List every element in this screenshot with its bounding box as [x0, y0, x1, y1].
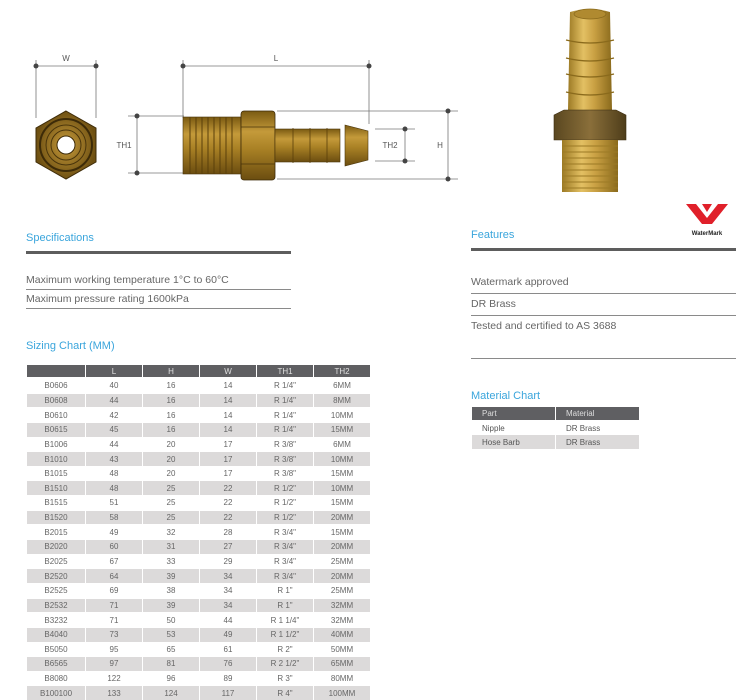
- table-cell: 67: [86, 555, 142, 570]
- table-cell: 48: [86, 467, 142, 482]
- table-cell: R 1/2": [257, 511, 313, 526]
- table-cell: 16: [143, 394, 199, 409]
- table-cell: 20: [143, 467, 199, 482]
- table-row: [27, 496, 370, 511]
- table-cell: 44: [200, 613, 256, 628]
- table-cell: 14: [200, 379, 256, 394]
- table-cell: 97: [86, 657, 142, 672]
- table-cell: 6MM: [314, 438, 370, 453]
- table-cell: 71: [86, 599, 142, 614]
- material-chart-table: [471, 407, 640, 449]
- table-cell: 16: [143, 423, 199, 438]
- part-number-cell: B1006: [27, 438, 85, 453]
- part-number-cell: B0608: [27, 394, 85, 409]
- table-cell: 14: [200, 394, 256, 409]
- table-row: [472, 435, 639, 449]
- specifications-title: Specifications: [26, 232, 94, 244]
- table-cell: 122: [86, 672, 142, 687]
- table-cell: R 3/4": [257, 569, 313, 584]
- table-cell: 60: [86, 540, 142, 555]
- table-cell: 22: [200, 496, 256, 511]
- table-cell: 25: [143, 496, 199, 511]
- table-row: [27, 511, 370, 526]
- feature-item: Tested and certified to AS 3688: [471, 316, 736, 359]
- table-cell: R 3/4": [257, 525, 313, 540]
- part-number-cell: B0606: [27, 379, 85, 394]
- table-cell: R 1 1/2": [257, 628, 313, 643]
- table-row: [27, 657, 370, 672]
- table-cell: 15MM: [314, 423, 370, 438]
- table-cell: DR Brass: [566, 423, 601, 433]
- part-number-cell: B8080: [27, 672, 85, 687]
- table-cell: 29: [200, 555, 256, 570]
- table-cell: 25MM: [314, 555, 370, 570]
- part-number-cell: B2520: [27, 569, 85, 584]
- table-cell: 14: [200, 408, 256, 423]
- table-row: [27, 555, 370, 570]
- table-cell: 33: [143, 555, 199, 570]
- part-number-cell: B1010: [27, 452, 85, 467]
- table-cell: R 3/8": [257, 467, 313, 482]
- table-cell: 81: [143, 657, 199, 672]
- table-row: [27, 379, 370, 394]
- table-cell: Hose Barb: [472, 435, 555, 449]
- table-cell: 20MM: [314, 540, 370, 555]
- column-header: W: [200, 365, 256, 379]
- table-cell: R 3/4": [257, 540, 313, 555]
- table-row: [472, 421, 639, 435]
- table-row: [27, 408, 370, 423]
- table-cell: 53: [143, 628, 199, 643]
- table-cell: 15MM: [314, 467, 370, 482]
- table-cell: 100MM: [314, 686, 370, 700]
- feature-item: Watermark approved: [471, 272, 736, 294]
- table-cell: 22: [200, 481, 256, 496]
- hex-end-view-icon: [36, 111, 96, 179]
- column-header: TH1: [257, 365, 313, 379]
- table-cell: R 1/4": [257, 394, 313, 409]
- table-cell: 25: [143, 511, 199, 526]
- column-header: Part: [472, 407, 555, 421]
- table-cell: 25: [143, 481, 199, 496]
- table-cell: 32MM: [314, 599, 370, 614]
- table-row: [27, 540, 370, 555]
- divider: [471, 248, 736, 251]
- table-row: [27, 525, 370, 540]
- table-row: [27, 628, 370, 643]
- table-cell: 73: [86, 628, 142, 643]
- divider: [26, 251, 291, 254]
- table-cell: 10MM: [314, 481, 370, 496]
- table-row: [27, 481, 370, 496]
- column-header: [27, 365, 85, 379]
- watermark-icon: [682, 200, 732, 226]
- table-row: [27, 686, 370, 700]
- table-row: [27, 643, 370, 658]
- table-cell: R 1/4": [257, 379, 313, 394]
- table-cell: 6MM: [314, 379, 370, 394]
- table-cell: 39: [143, 569, 199, 584]
- part-number-cell: B2020: [27, 540, 85, 555]
- table-cell: 64: [86, 569, 142, 584]
- table-cell: 65: [143, 643, 199, 658]
- table-cell: R 3": [257, 672, 313, 687]
- table-cell: 65MM: [314, 657, 370, 672]
- part-number-cell: B2532: [27, 599, 85, 614]
- table-cell: 38: [143, 584, 199, 599]
- table-cell: R 1/4": [257, 423, 313, 438]
- table-cell: 76: [200, 657, 256, 672]
- table-row: [27, 423, 370, 438]
- part-number-cell: B2025: [27, 555, 85, 570]
- table-row: [27, 584, 370, 599]
- table-cell: 71: [86, 613, 142, 628]
- dimension-diagram: [0, 0, 470, 200]
- table-cell: R 3/8": [257, 438, 313, 453]
- table-cell: R 2 1/2": [257, 657, 313, 672]
- table-cell: 89: [200, 672, 256, 687]
- svg-text:W: W: [62, 54, 70, 63]
- table-cell: 28: [200, 525, 256, 540]
- table-cell: 50: [143, 613, 199, 628]
- part-number-cell: B1015: [27, 467, 85, 482]
- table-cell: 16: [143, 379, 199, 394]
- column-header: H: [143, 365, 199, 379]
- table-row: [27, 438, 370, 453]
- table-row: [27, 467, 370, 482]
- part-number-cell: B2525: [27, 584, 85, 599]
- table-cell: 27: [200, 540, 256, 555]
- table-cell: R 1/2": [257, 496, 313, 511]
- table-cell: 133: [86, 686, 142, 700]
- table-cell: 20MM: [314, 511, 370, 526]
- table-cell: 117: [200, 686, 256, 700]
- table-row: [27, 452, 370, 467]
- svg-text:H: H: [437, 141, 443, 150]
- table-cell: R 3/4": [257, 555, 313, 570]
- part-number-cell: B100100: [27, 686, 85, 700]
- features-title: Features: [471, 229, 515, 241]
- feature-item: DR Brass: [471, 294, 736, 316]
- table-cell: 10MM: [314, 452, 370, 467]
- part-number-cell: B5050: [27, 643, 85, 658]
- table-row: [27, 672, 370, 687]
- table-cell: 32: [143, 525, 199, 540]
- spec-item: Maximum pressure rating 1600kPa: [26, 290, 291, 309]
- table-row: [27, 613, 370, 628]
- table-row: [27, 569, 370, 584]
- table-cell: R 1/2": [257, 481, 313, 496]
- table-cell: 20MM: [314, 569, 370, 584]
- table-cell: 15MM: [314, 496, 370, 511]
- table-cell: R 2": [257, 643, 313, 658]
- table-cell: 96: [143, 672, 199, 687]
- table-cell: 44: [86, 438, 142, 453]
- part-number-cell: B0610: [27, 408, 85, 423]
- table-cell: R 1/4": [257, 408, 313, 423]
- table-cell: 80MM: [314, 672, 370, 687]
- table-cell: R 1": [257, 599, 313, 614]
- table-cell: 34: [200, 599, 256, 614]
- part-number-cell: B1520: [27, 511, 85, 526]
- table-row: [27, 599, 370, 614]
- table-cell: R 1 1/4": [257, 613, 313, 628]
- table-cell: 40: [86, 379, 142, 394]
- svg-text:TH1: TH1: [116, 141, 132, 150]
- part-number-cell: B2015: [27, 525, 85, 540]
- table-cell: DR Brass: [556, 435, 639, 449]
- table-cell: R 1": [257, 584, 313, 599]
- sizing-chart-table: [26, 365, 371, 700]
- part-number-cell: B1515: [27, 496, 85, 511]
- table-cell: 10MM: [314, 408, 370, 423]
- table-cell: 45: [86, 423, 142, 438]
- table-cell: 95: [86, 643, 142, 658]
- w-dimension: [34, 60, 99, 118]
- table-cell: 17: [200, 467, 256, 482]
- svg-text:L: L: [273, 54, 279, 63]
- table-cell: 44: [86, 394, 142, 409]
- features-section: [471, 229, 736, 359]
- specifications-section: [26, 232, 291, 309]
- table-cell: 20: [143, 438, 199, 453]
- table-cell: 34: [200, 569, 256, 584]
- table-cell: 17: [200, 438, 256, 453]
- table-cell: 49: [86, 525, 142, 540]
- part-number-cell: B0615: [27, 423, 85, 438]
- table-header-row: [27, 365, 370, 379]
- table-cell: 124: [143, 686, 199, 700]
- table-cell: 39: [143, 599, 199, 614]
- table-cell: 43: [86, 452, 142, 467]
- part-number-cell: B6565: [27, 657, 85, 672]
- table-cell: Nipple: [482, 423, 505, 433]
- table-cell: 20: [143, 452, 199, 467]
- table-cell: 42: [86, 408, 142, 423]
- table-cell: 61: [200, 643, 256, 658]
- material-chart-title: Material Chart: [471, 390, 541, 402]
- table-cell: 17: [200, 452, 256, 467]
- table-cell: 69: [86, 584, 142, 599]
- part-number-cell: B4040: [27, 628, 85, 643]
- column-header: L: [86, 365, 142, 379]
- table-cell: 16: [143, 408, 199, 423]
- svg-text:TH2: TH2: [382, 141, 398, 150]
- table-cell: 34: [200, 584, 256, 599]
- part-number-cell: B1510: [27, 481, 85, 496]
- fitting-side-view-icon: [183, 111, 368, 180]
- table-cell: 49: [200, 628, 256, 643]
- column-header: Material: [556, 407, 639, 421]
- table-cell: 58: [86, 511, 142, 526]
- product-photo: [520, 0, 680, 200]
- table-cell: 40MM: [314, 628, 370, 643]
- column-header: TH2: [314, 365, 370, 379]
- table-cell: R 4": [257, 686, 313, 700]
- sizing-chart-title: Sizing Chart (MM): [26, 340, 115, 352]
- table-cell: 50MM: [314, 643, 370, 658]
- part-number-cell: B3232: [27, 613, 85, 628]
- table-cell: 25MM: [314, 584, 370, 599]
- table-cell: 8MM: [314, 394, 370, 409]
- table-cell: 31: [143, 540, 199, 555]
- table-cell: R 3/8": [257, 452, 313, 467]
- table-cell: 51: [86, 496, 142, 511]
- table-row: [27, 394, 370, 409]
- table-cell: 22: [200, 511, 256, 526]
- table-cell: 14: [200, 423, 256, 438]
- table-header-row: [472, 407, 639, 421]
- table-cell: 15MM: [314, 525, 370, 540]
- spec-item: Maximum working temperature 1°C to 60°C: [26, 271, 291, 290]
- watermark-label: WaterMark: [691, 231, 723, 237]
- table-cell: 48: [86, 481, 142, 496]
- table-cell: 32MM: [314, 613, 370, 628]
